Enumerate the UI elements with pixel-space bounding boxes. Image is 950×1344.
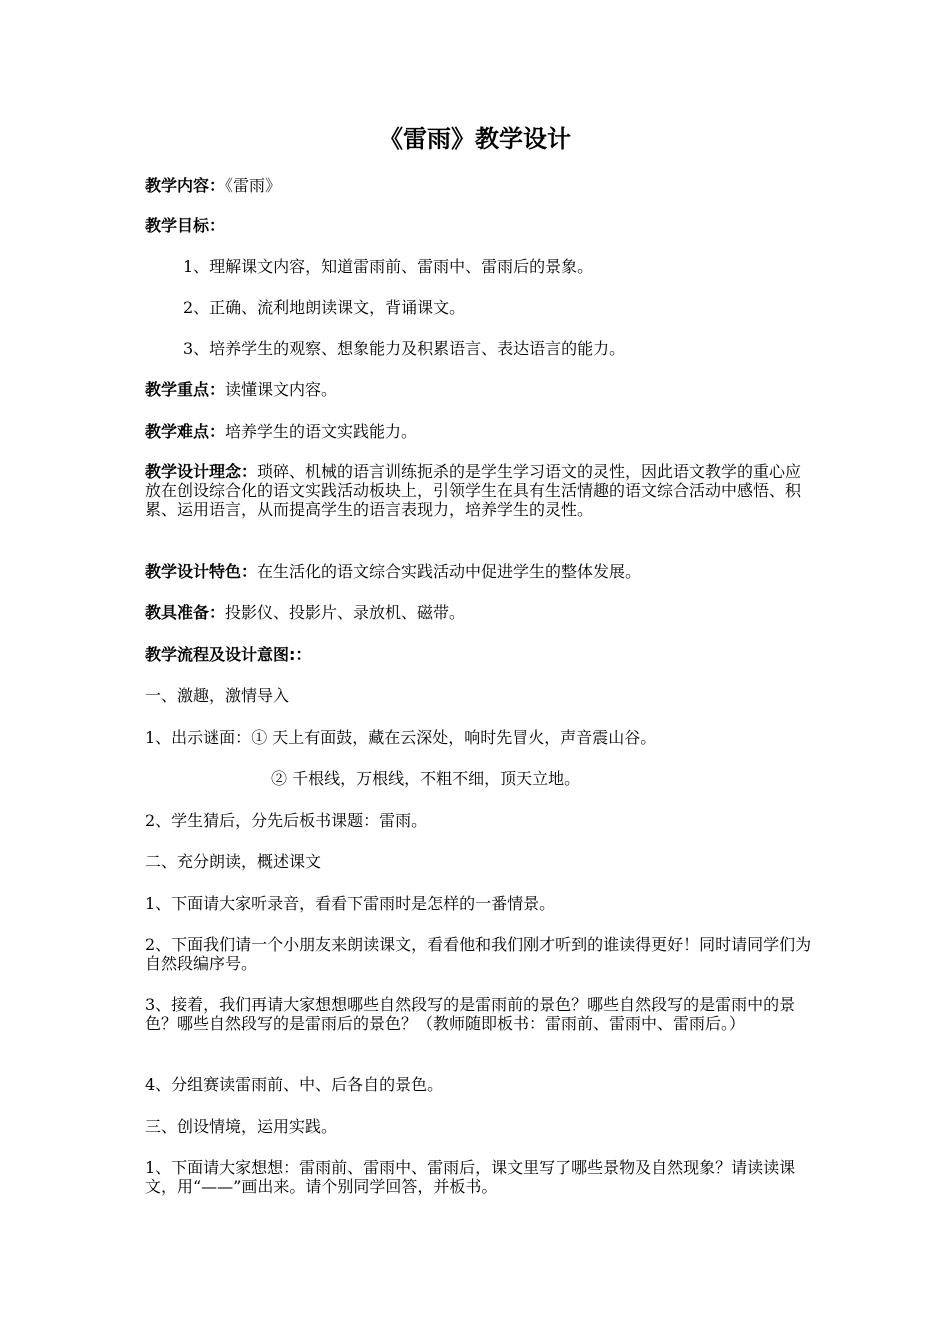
content-value: 《雷雨》 xyxy=(225,176,282,195)
riddle-prefix: 1、出示谜面： xyxy=(145,728,252,747)
section2-step: 2、下面我们请一个小朋友来朗读课文，看看他和我们刚才听到的谁读得更好！同时请同学们为自然段编序号。 xyxy=(145,935,812,973)
key-point-value: 读懂课文内容。 xyxy=(225,380,338,399)
section2-step: 1、下面请大家听录音，看看下雷雨时是怎样的一番情景。 xyxy=(145,894,556,913)
content-line xyxy=(145,176,813,195)
section2-heading: 二、充分朗读，概述课文 xyxy=(145,852,322,871)
difficulty-label: 教学难点： xyxy=(145,422,226,441)
difficulty-line xyxy=(145,422,813,441)
feature-value: 在生活化的语文综合实践活动中促进学生的整体发展。 xyxy=(257,562,642,581)
riddle-line-1 xyxy=(145,728,813,747)
tools-value: 投影仪、投影片、录放机、磁带。 xyxy=(225,603,466,622)
riddle-2: ② 千根线，万根线，不粗不细，顶天立地。 xyxy=(271,769,581,788)
feature-line xyxy=(145,562,813,581)
goal-item: 3、培养学生的观察、想象能力及积累语言、表达语言的能力。 xyxy=(183,339,626,358)
section1-step-2: 2、学生猜后，分先后板书课题：雷雨。 xyxy=(145,811,428,830)
feature-label: 教学设计特色： xyxy=(145,562,258,581)
key-point-label: 教学重点： xyxy=(145,380,226,399)
goal-item: 1、理解课文内容，知道雷雨前、雷雨中、雷雨后的景象。 xyxy=(183,257,594,276)
section1-heading: 一、激趣，激情导入 xyxy=(145,686,290,705)
goals-label: 教学目标： xyxy=(145,216,226,235)
section3-heading: 三、创设情境，运用实践。 xyxy=(145,1117,338,1136)
section2-step: 3、接着，我们再请大家想想哪些自然段写的是雷雨前的景色？哪些自然段写的是雷雨中的景色？哪些自然段写的是雷雨后的景色？（教师随即板书：雷雨前、雷雨中、雷雨后。） xyxy=(145,995,796,1033)
tools-label: 教具准备： xyxy=(145,603,226,622)
riddle-1: ① 天上有面鼓，藏在云深处，响时先冒火，声音震山谷。 xyxy=(251,728,657,747)
concept-label: 教学设计理念： xyxy=(145,462,258,481)
section3-step: 1、下面请大家想想：雷雨前、雷雨中、雷雨后，课文里写了哪些景物及自然现象？请读读课文，用“——”画出来。请个别同学回答，并板书。 xyxy=(145,1158,796,1196)
goal-item: 2、正确、流利地朗读课文，背诵课文。 xyxy=(183,298,466,317)
section2-step: 4、分组赛读雷雨前、中、后各自的景色。 xyxy=(145,1075,444,1094)
concept-value: 琐碎、机械的语言训练扼杀的是学生学习语文的灵性，因此语文教学的重心应放在创设综合化的语文实践活动板块上，引领学生在具有生活情趣的语文综合活动中感悟、积累、运用语言，从而提高学生的语言表现力，培养学生的灵性。 xyxy=(145,462,802,519)
document-title: 《雷雨》教学设计 xyxy=(379,125,571,153)
difficulty-value: 培养学生的语文实践能力。 xyxy=(225,422,418,441)
key-point-line xyxy=(145,380,813,399)
content-label: 教学内容： xyxy=(145,176,226,195)
tools-line xyxy=(145,603,813,622)
concept-paragraph xyxy=(145,462,813,519)
flow-heading: 教学流程及设计意图:： xyxy=(145,645,312,664)
